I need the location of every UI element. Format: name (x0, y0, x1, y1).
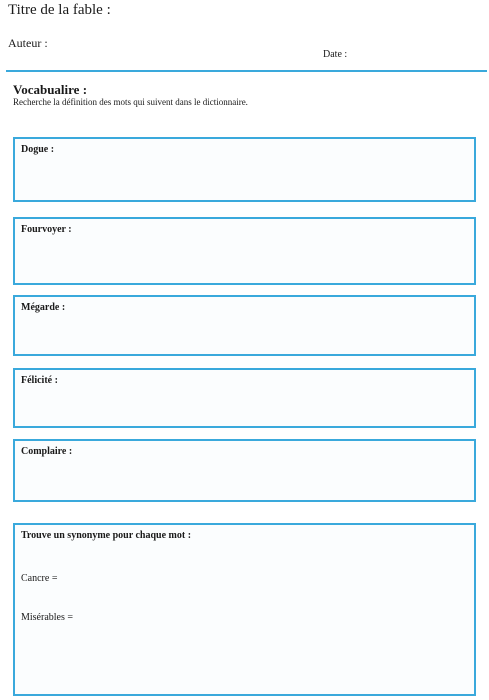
synonym-item-cancre: Cancre = (21, 573, 58, 584)
word-box-dogue[interactable] (13, 137, 476, 202)
vocabulary-heading: Vocabualire : (13, 82, 88, 97)
synonym-item-miserables: Misérables = (21, 612, 74, 623)
header-divider (6, 70, 487, 72)
word-label: Fourvoyer : (21, 224, 72, 235)
word-label: Complaire : (21, 446, 73, 457)
vocabulary-instruction: Recherche la définition des mots qui suivent dans le dictionnaire. (13, 97, 248, 107)
word-box-felicite[interactable] (13, 368, 476, 428)
word-label: Dogue : (21, 144, 55, 155)
word-box-megarde[interactable] (13, 295, 476, 356)
word-label: Félicité : (21, 375, 58, 386)
synonym-box[interactable] (13, 523, 476, 696)
word-box-complaire[interactable] (13, 439, 476, 502)
word-box-fourvoyer[interactable] (13, 217, 476, 285)
fable-title-label: Titre de la fable : (8, 2, 111, 18)
date-label: Date : (323, 49, 348, 60)
author-label: Auteur : (8, 36, 48, 50)
word-label: Mégarde : (21, 302, 66, 313)
synonym-heading: Trouve un synonyme pour chaque mot : (21, 530, 192, 541)
